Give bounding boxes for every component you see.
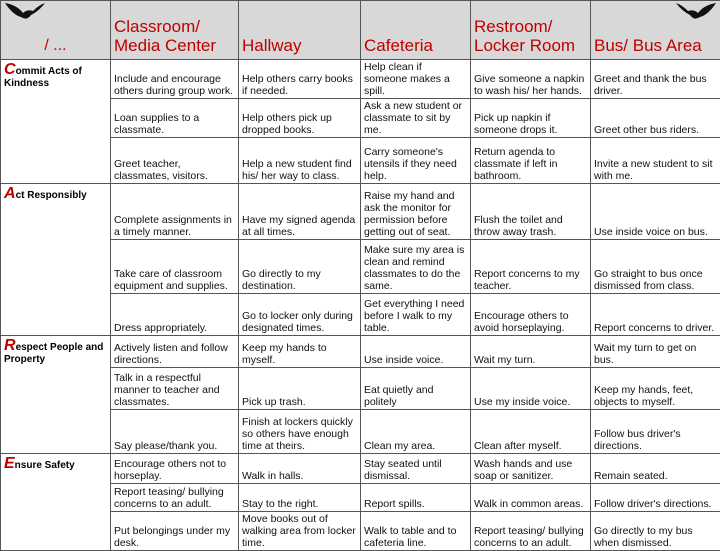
table-cell: Dress appropriately. — [111, 294, 239, 336]
table-cell: Eat quietly and politely — [361, 368, 471, 410]
table-cell: Make sure my area is clean and remind classmates to do the same. — [361, 240, 471, 294]
row-initial: A — [4, 185, 16, 202]
table-cell: Loan supplies to a classmate. — [111, 99, 239, 138]
table-cell: Go straight to bus once dismissed from class. — [591, 240, 720, 294]
header-cell-bus — [591, 1, 720, 60]
row-label: ommit Acts of Kindness — [4, 66, 82, 89]
table-cell: Take care of classroom equipment and supplies. — [111, 240, 239, 294]
table-cell: Encourage others not to horseplay. — [111, 454, 239, 484]
table-cell: Greet other bus riders. — [591, 99, 720, 138]
row-header-commit — [1, 60, 111, 184]
header-classroom-line2: Media Center — [114, 36, 216, 55]
row-header-act — [1, 184, 111, 336]
table-cell: Carry someone's utensils if they need help. — [361, 138, 471, 184]
table-row — [1, 184, 720, 240]
row-label: espect People and Property — [4, 342, 103, 365]
table-cell: Talk in a respectful manner to teacher and classmates. — [111, 368, 239, 410]
header-cell-classroom — [111, 1, 239, 60]
header-bus-label: Bus/ Bus Area — [594, 36, 702, 55]
table-cell: Encourage others to avoid horseplaying. — [471, 294, 591, 336]
table-cell: Have my signed agenda at all times. — [239, 184, 361, 240]
table-cell: Walk in halls. — [239, 454, 361, 484]
table-cell: Stay to the right. — [239, 484, 361, 512]
header-classroom-line1: Classroom/ — [114, 17, 200, 36]
table-cell: Report teasing/ bullying concerns to an adult. — [471, 512, 591, 551]
table-cell: Follow bus driver's directions. — [591, 410, 720, 454]
table-cell: Follow driver's directions. — [591, 484, 720, 512]
table-row — [1, 60, 720, 99]
header-row — [1, 1, 720, 60]
row-label: ct Responsibly — [16, 190, 87, 201]
table-cell: Report spills. — [361, 484, 471, 512]
table-cell: Help others pick up dropped books. — [239, 99, 361, 138]
table-cell: Report teasing/ bullying concerns to an adult. — [111, 484, 239, 512]
table-cell: Finish at lockers quickly so others have enough time at theirs. — [239, 410, 361, 454]
table-cell: Wash hands and use soap or sanitizer. — [471, 454, 591, 484]
table-row — [1, 454, 720, 484]
table-cell: Walk to table and to cafeteria line. — [361, 512, 471, 551]
header-corner-label: / ... — [44, 37, 66, 54]
table-cell: Help a new student find his/ her way to class. — [239, 138, 361, 184]
table-cell: Flush the toilet and throw away trash. — [471, 184, 591, 240]
table-cell: Say please/thank you. — [111, 410, 239, 454]
table-cell: Remain seated. — [591, 454, 720, 484]
table-cell: Help others carry books if needed. — [239, 60, 361, 99]
table-cell: Keep my hands to myself. — [239, 336, 361, 368]
header-cell-cafeteria — [361, 1, 471, 60]
table-cell: Report concerns to driver. — [591, 294, 720, 336]
table-cell: Go directly to my bus when dismissed. — [591, 512, 720, 551]
row-initial: E — [4, 455, 15, 472]
table-cell: Greet teacher, classmates, visitors. — [111, 138, 239, 184]
header-restroom-line1: Restroom/ — [474, 17, 552, 36]
table-cell: Pick up trash. — [239, 368, 361, 410]
table-cell: Complete assignments in a timely manner. — [111, 184, 239, 240]
row-header-respect — [1, 336, 111, 454]
table-cell: Actively listen and follow directions. — [111, 336, 239, 368]
table-cell: Report concerns to my teacher. — [471, 240, 591, 294]
table-cell: Clean my area. — [361, 410, 471, 454]
table-row — [1, 336, 720, 368]
header-cell-restroom — [471, 1, 591, 60]
table-cell: Stay seated until dismissal. — [361, 454, 471, 484]
bird-logo-icon — [674, 1, 718, 23]
table-cell: Keep my hands, feet, objects to myself. — [591, 368, 720, 410]
table-cell: Go to locker only during designated times. — [239, 294, 361, 336]
bird-logo-icon — [3, 1, 47, 23]
table-cell: Ask a new student or classmate to sit by me. — [361, 99, 471, 138]
table-cell: Use my inside voice. — [471, 368, 591, 410]
table-cell: Return agenda to classmate if left in bathroom. — [471, 138, 591, 184]
row-initial: C — [4, 61, 16, 78]
table-cell: Invite a new student to sit with me. — [591, 138, 720, 184]
table-cell: Pick up napkin if someone drops it. — [471, 99, 591, 138]
table-cell: Clean after myself. — [471, 410, 591, 454]
header-cell-hallway — [239, 1, 361, 60]
table-cell: Wait my turn to get on bus. — [591, 336, 720, 368]
header-cell-corner — [1, 1, 111, 60]
table-cell: Use inside voice. — [361, 336, 471, 368]
table-cell: Walk in common areas. — [471, 484, 591, 512]
header-hallway-label: Hallway — [242, 36, 302, 55]
row-initial: R — [4, 337, 16, 354]
row-header-ensure — [1, 454, 111, 551]
table-cell: Get everything I need before I walk to my table. — [361, 294, 471, 336]
table-cell: Help clean if someone makes a spill. — [361, 60, 471, 99]
table-cell: Wait my turn. — [471, 336, 591, 368]
table-cell: Greet and thank the bus driver. — [591, 60, 720, 99]
row-label: nsure Safety — [15, 460, 75, 471]
table-cell: Put belongings under my desk. — [111, 512, 239, 551]
table-cell: Move books out of walking area from locker time. — [239, 512, 361, 551]
header-cafeteria-label: Cafeteria — [364, 36, 433, 55]
table-cell: Raise my hand and ask the monitor for permission before getting out of seat. — [361, 184, 471, 240]
table-cell: Include and encourage others during group work. — [111, 60, 239, 99]
table-cell: Give someone a napkin to wash his/ her hands. — [471, 60, 591, 99]
header-restroom-line2: Locker Room — [474, 36, 575, 55]
table-cell: Use inside voice on bus. — [591, 184, 720, 240]
table-cell: Go directly to my destination. — [239, 240, 361, 294]
